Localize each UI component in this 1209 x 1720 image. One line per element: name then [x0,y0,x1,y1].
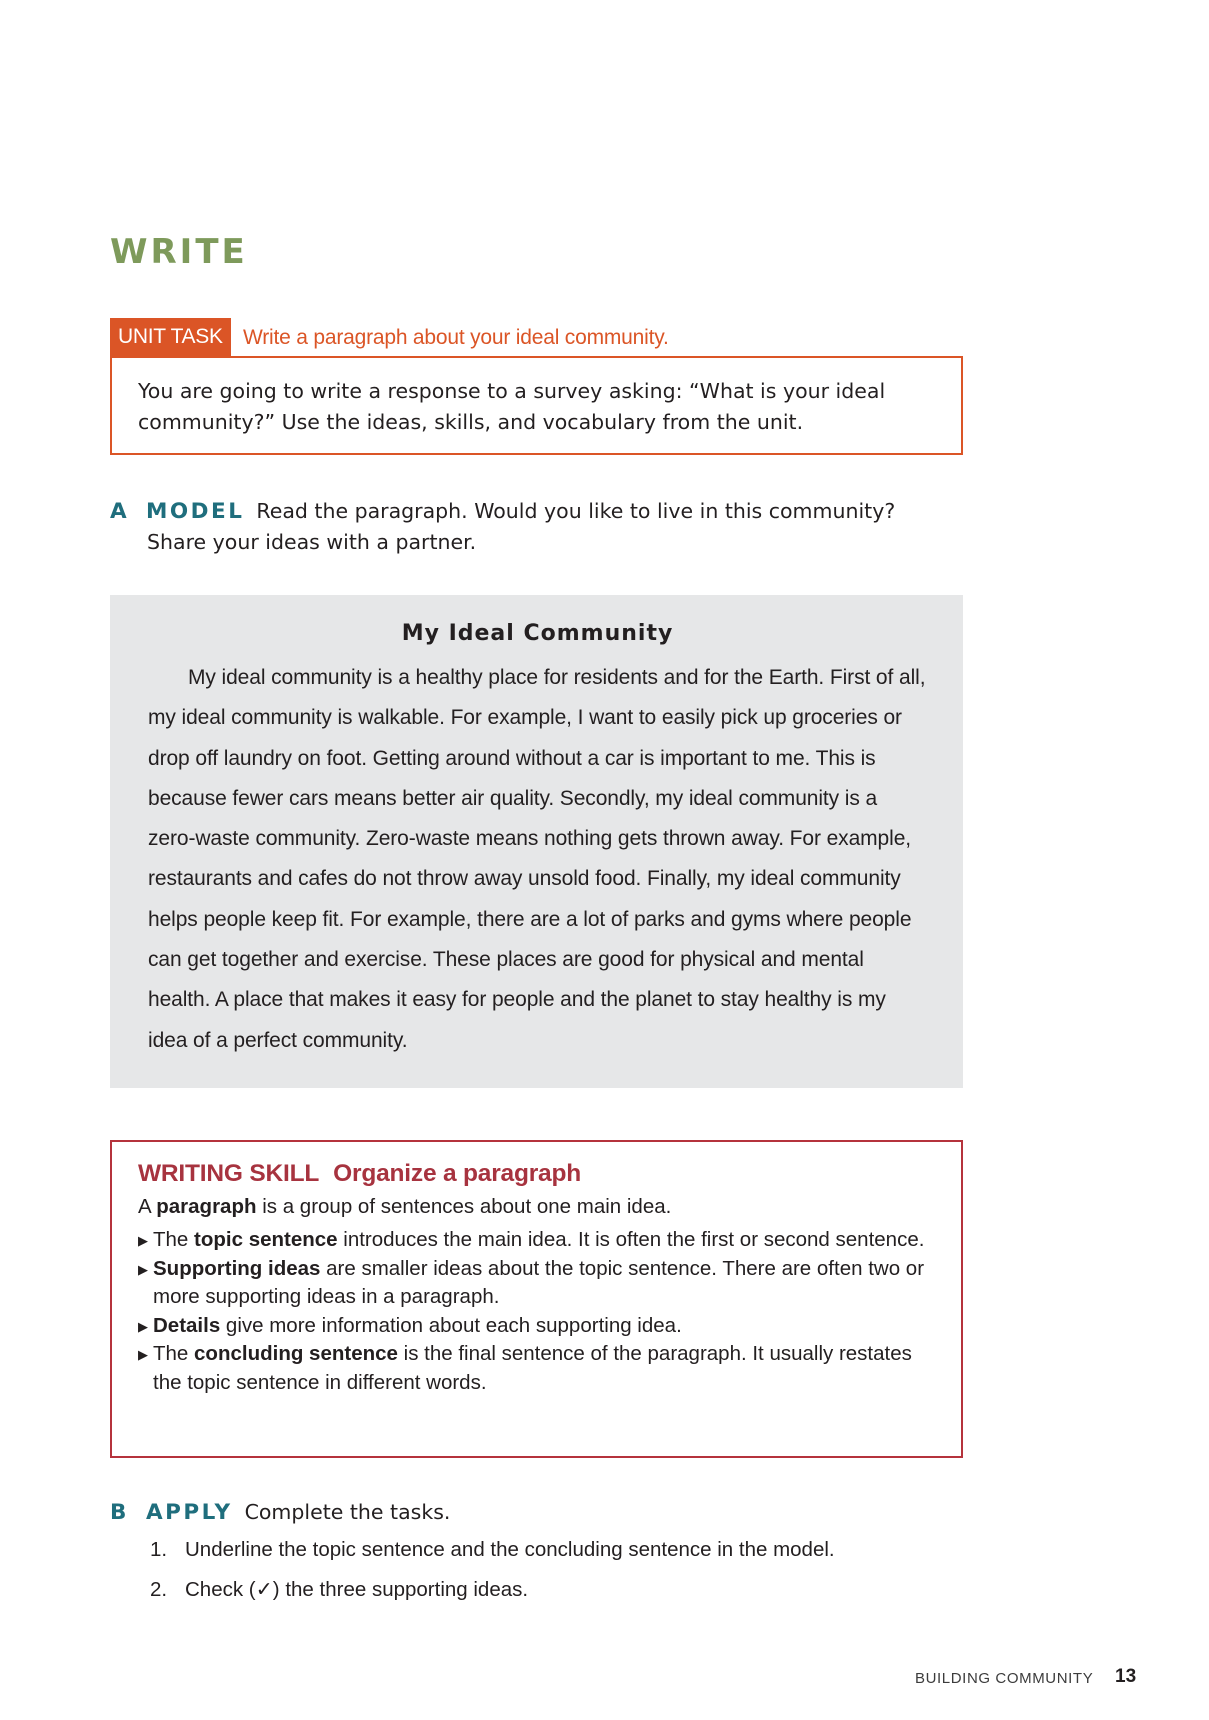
task-a-line1 [110,496,895,527]
triangle-bullet-icon: ▶ [138,1318,148,1334]
task-b-instructions: Complete the tasks. [244,1500,451,1524]
intro-term: paragraph [156,1195,257,1218]
writing-skill-intro [138,1192,935,1222]
task-a-label: MODEL [146,499,245,524]
writing-skill-list [138,1226,935,1397]
model-paragraph-box [110,595,963,1088]
task-b-step [150,1530,970,1570]
unit-task-heading: Write a paragraph about your ideal community. [243,326,669,349]
task-b [110,1497,450,1528]
unit-task-box [110,356,963,455]
unit-task-tag: UNIT TASK [110,318,231,356]
triangle-bullet-icon: ▶ [138,1261,148,1277]
task-a-letter: A [110,499,130,524]
skill-bullet [138,1340,935,1397]
unit-task-body: You are going to write a response to a survey asking: “What is your ideal community?” Use the ideas, skills, and vocabulary from the unit. [138,379,886,434]
footer-unit-name: BUILDING COMMUNITY [915,1670,1094,1687]
section-title: WRITE [110,232,248,272]
bullet-post: are smaller ideas about the topic sentence. There are often two or more supporting ideas in a paragraph. [153,1256,925,1308]
bullet-term: topic sentence [194,1228,338,1251]
step-text: Check (✓) the three supporting ideas. [185,1578,529,1601]
model-title: My Ideal Community [401,621,674,646]
bullet-post: is the final sentence of the paragraph. It usually restates the topic sentence in different words. [153,1342,912,1394]
task-b-label: APPLY [146,1500,233,1525]
skill-bullet [138,1226,935,1255]
task-a [110,496,895,558]
bullet-term: Supporting ideas [153,1256,321,1280]
writing-skill-label: WRITING SKILL [138,1160,320,1187]
step-number: 2. [150,1578,168,1601]
bullet-post: introduces the main idea. It is often the first or second sentence. [337,1228,925,1251]
footer-page-number: 13 [1115,1666,1137,1687]
skill-bullet [138,1255,935,1312]
writing-skill-title [138,1160,935,1188]
triangle-bullet-icon: ▶ [138,1233,148,1248]
writing-skill-name: Organize a paragraph [333,1160,582,1187]
task-b-letter: B [110,1500,129,1525]
model-paragraph: My ideal community is a healthy place for residents and for the Earth. First of all, my ideal community is walkable. For example, I want to easily pick up groceries or drop off laundry on foot. Getting around without a car is important to me. This is because fewer cars means better air quality. Secondly, my ideal community is a zero-waste community. Zero-waste means nothing gets thrown away. For example, restaurants and cafes do not throw away unsold food. Finally, my ideal community helps people keep fit. For example, there are a lot of parks and gyms where people can get together and exercise. These places are good for physical and mental health. A place that makes it easy for people and the planet to stay healthy is my idea of a perfect community. [148,666,926,1052]
intro-post: is a group of sentences about one main idea. [256,1195,672,1218]
task-b-steps [150,1530,970,1610]
intro-pre: A [138,1195,157,1218]
writing-skill-box [110,1140,963,1458]
triangle-bullet-icon: ▶ [138,1347,148,1362]
task-a-instructions: Read the paragraph. Would you like to live in this community? [256,499,896,523]
bullet-term: concluding sentence [194,1342,398,1365]
step-text: Underline the topic sentence and the concluding sentence in the model. [185,1538,835,1561]
bullet-pre: The [153,1228,195,1251]
bullet-post: give more information about each supporting idea. [220,1313,682,1337]
skill-bullet [138,1312,935,1341]
task-a-instructions-cont: Share your ideas with a partner. [147,530,477,554]
task-b-step [150,1570,970,1610]
step-number: 1. [150,1538,168,1561]
bullet-pre: The [153,1342,195,1365]
bullet-term: Details [153,1313,221,1337]
